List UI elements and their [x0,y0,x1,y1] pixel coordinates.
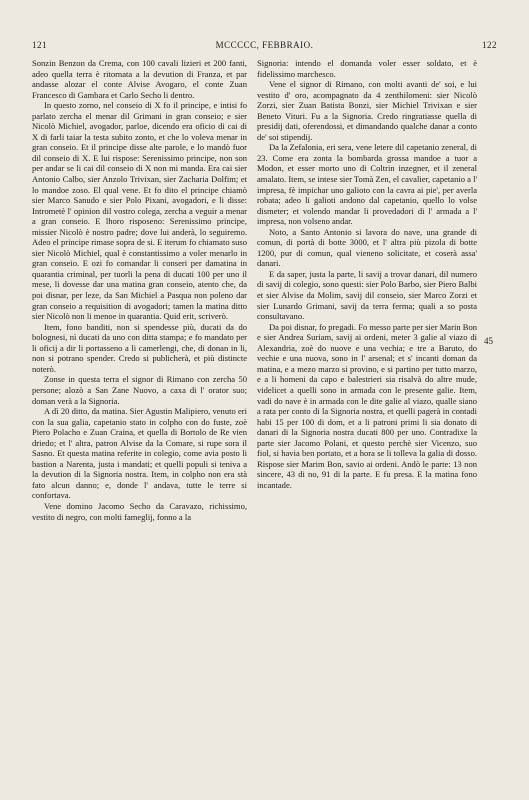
paragraph: Zonse in questa terra el signor di Rimano con zercha 50 persone; alozò a San Zane Nuovo, a caxa di l' orator suo; doman verà a la Signoria. [32,374,247,406]
paragraph: Da poi disnar, fo pregadi. Fo messo parte per sier Marin Bon e sier Andrea Suriam, savij ai ordeni, meter 3 galie al viazo di Alexandria, zoè do nuove e una vechia; e tre a Baruto, do vechie e una nuova, sono in l' arsenal; et s' incanti doman da matina, e a mezo marzo si provino, e si partino per tutto marzo, e a li homeni da capo e balestrieri sia risalvà do altre mude, videlicet a quelli sono in armada con le presente galie. Item, vadi do nave è in armada con le dite galie al viazo, qualle siano a rata per conto di la Signoria nostra, et quelli pagerà in contadi habi 15 per 100 di dom, et a li patroni primi li sia donato di danari di la Signoria nostra ducati 800 per uno. Contradixe la parte sier Jacomo Polani, et questo perchè sier Vicenzo, suo fiol, si havia ben portato, et a hora se li tolleva la galia di dosso. Rispose sier Marim Bon, savio ai ordeni. Andò le parte: 13 non sincere, 43 di no, 91 di la parte. E fu presa. E la matina fono incantade. [257,321,477,490]
right-column [257,58,477,490]
paragraph: Sonzin Benzon da Crema, con 100 cavali lizieri et 200 fanti, adeo quella terra è ritornata a la devution di Franza, et par andasse alozar el conte Alvise Avogaro, el conte Zuan Francesco di Gambara et Carlo Secho li dentro. [32,58,247,100]
paragraph: Vene el signor di Rimano, con molti avanti de' soi, e lui vestito d' oro, acompagnato da 4 zenthilomeni: sier Nicolò Zorzi, sier Zuan Batista Bonzi, sier Michiel Trivixan e sier Beneto Vituri. Fu a la Signoria. Credo ringratiasse quella di presidij dati, oferendossi, et dimandando qualche danar a conto de' soi stipendij. [257,79,477,142]
running-title: MCCCCC, FEBBRAIO. [215,40,314,50]
left-column [32,58,247,522]
page-number-right: 122 [482,40,497,50]
paragraph: Item, fono banditi, non si spendesse più, ducati da do bolognesi, nì ducati da uno con ditta stampa; e fo mandato per li oficij a dir li portasseno a li camerlengi, che, di donan in li, non si potrano spender. Credo si publicherà, et più distincte noterò. [32,321,247,374]
paragraph: A dì 20 ditto, da matina. Sier Agustin Malipiero, venuto eri con la sua galia, capetanio stato in colpho con do fuste, zoè Piero Polacho e Zuan Craina, et quella di Bortolo de Re vien driedo; et l' altra, patron Alvise da la Comare, si rupe sora il Sasno. Et questa matina referite in colegio, come avia posto li bastion a Narenta, justa i mandati; et quelli populi si teniva a la devution di la Signoria nostra. Item, in colpho non era stà fato alcun danno; e, donde l' andava, tutte le terre si confortava. [32,406,247,501]
paragraph: Signoria: intendo el domanda voler esser soldato, et è fidelissimo marchesco. [257,58,477,79]
paragraph: E da saper, justa la parte, li savij a trovar danari, dil numero di savij di colegio, sono questi: sier Polo Barbo, sier Piero Balbi et sier Alvise da Molim, savij dil conseio, sier Marco Zorzi et sier Lunardo Grimani, savij da terra ferma; quali a so posta consultavano. [257,268,477,322]
paragraph: Noto, a Santo Antonio si lavora do nave, una grande di comun, di portà di botte 3000, et l' altra più pizola di botte 1200, pur di comun, qual vieneno solicitate, et coserà assa' danari. [257,226,477,269]
paragraph: Da la Zefalonia, eri sera, vene letere dil capetanio zeneral, di 23. Come era zonta la bombarda grossa mandoe a tuor a Modon, et esser morto uno di Coltrin inzegner, et il zeneral amalato. Item, se intese sier Tomà Zen, el cavalier, capetanio a l' impresa, fè impichar uno galioto con la cavra ai pie', per averla robata; adeo li galioti andono dal capetanio, quello lo volse dismeter; et volendo mandar li provedadori di l' armada a l' impresa, non volseno andar. [257,142,477,227]
page-number-left: 121 [32,40,47,50]
paragraph: Vene domino Jacomo Secho da Caravazo, richissimo, vestito di negro, con molti fameglij, fonno a la [32,500,247,522]
margin-folio-number: 45 [484,336,493,346]
paragraph: In questo zorno, nel conseio di X fo il principe, e intisi fo parlato zercha el menar dil Grimani in gran conseio; e sier Nicolò Michiel, avogador, parloe, dicendo era oficio di cai di X di farli taiar la testa subito zonto, et che lo voleva menar in gran conseio. Et il principe disse alte parole, e lo mandò fuor dil conseio di X. E lui rispose: Serenissimo principe, non son per andar se li cai dil conseio di X non mi manda. Era cai sier Antonio Calbo, sier Anzolo Trivixan, sier Zacharia Dolfim; et lo mandoe zoso. El qual vene. Et fo dito el principe chiamò sier Marco Sanudo e sier Polo Pixani, avogadori, e li disse: Intrometè l' opinion dil vostro colega, zercha a veguir a menar a gran conseio. E lhoro risposeno: Serenissimo principe, missier Nicolò è nostro padre; dove lui anderà, lo seguiremo. Adeo el principe rimase sopra de si. E iterum fo chiamato suso sier Nicolò Michiel, qual è constantissimo a voler menarlo in gran conseio. E ozi fo comandar li conseri per damatina in quarantia criminal, per tuorli la pena di ducati 100 per uno il mese, li dovesse dar una matina gran conseio, atento che, da poi disnar, per leze, da San Michiel a Pasqua non poleno dar gran conseio a requisition di avogadori; tamen la matina ditto sier Nicolò non li menoe in quarantia. Quid erit, scriverò. [32,100,247,322]
